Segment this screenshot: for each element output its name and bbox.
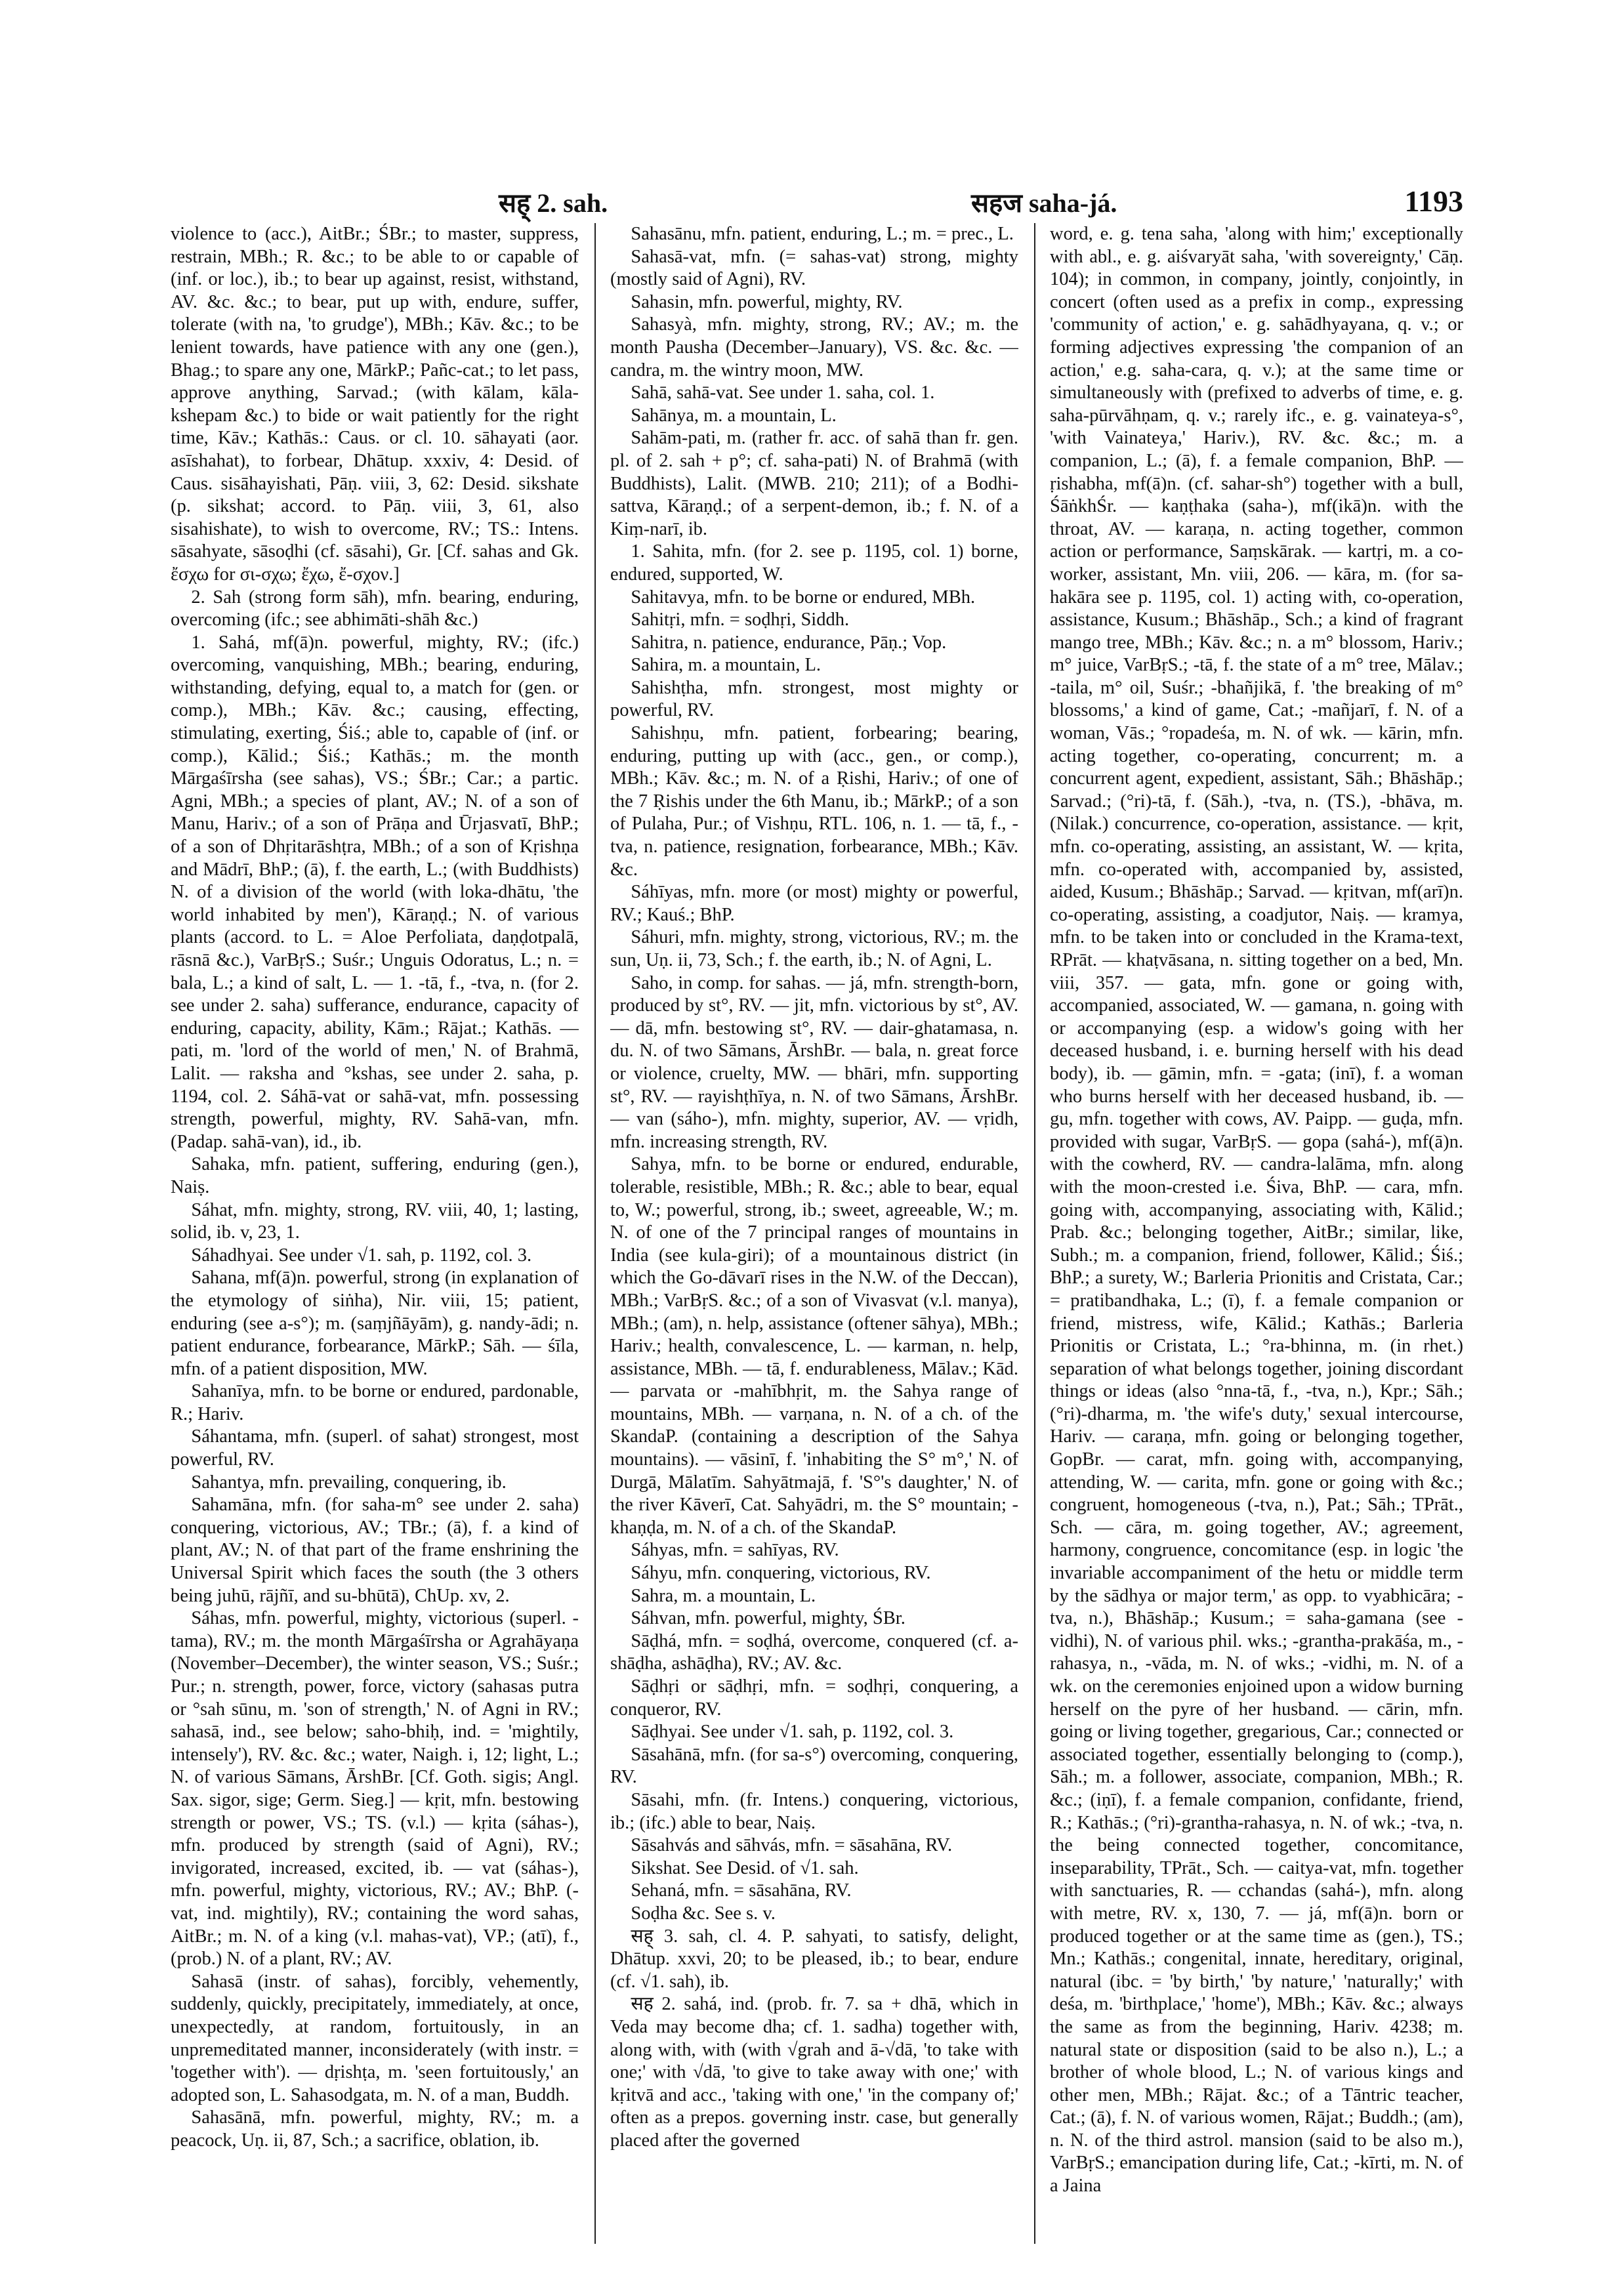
entry-text: violence to (acc.), AitBr.; ŚBr.; to master, suppress, restrain, MBh.; R. &c.; to be able to or capable of (inf. or loc.), ib.; to bear up against, resist, withstand, AV. &c. &c.; to bear, put up with, endure, suffer, tolerate (with na, 'to grudge'), MBh.; Kāv. &c.; to be lenient towards, have patience with any one (gen.), Bhag.; to spare any one, MārkP.; Pañc-cat.; to let pass, approve anything, Sarvad.; (with kālam, kāla-kshepam &c.) to bide or wait patiently for the right time, Kāv.; Kathās.: Caus. or cl. 10. sāhayati (aor. asīshahat), to forbear, Dhātup. xxxiv, 4: Desid. of Caus. sisāhayishati, Pāṇ. viii, 3, 62: Desid. sikshate (p. sikshat; accord. to Pāṇ. viii, 3, 61, also sisahishate), to wish to overcome, RV.; TS.: Intens. sāsahyate, sāsoḍhi (cf. sāsahi), Gr. [Cf. sahas and Gk. ἔσχω for σι-σχω; ἔχω, ἔ-σχον.]	[171, 224, 579, 585]
entry-text: Sikshat. See Desid. of √1. sah.	[631, 1857, 859, 1878]
entry-text: Sáhvan, mfn. powerful, mighty, ŚBr.	[631, 1608, 906, 1629]
entry-text: Sahana, mf(ā)n. powerful, strong (in explanation of the etymology of siṅha), Nir. viii, 15; patient, enduring (see a-s°); m. (saṃjñāyām), g. nandy-ādi; n. patient endurance, forbearance, MārkP.; Sāh. — śīla, mfn. of a patient disposition, MW.	[171, 1268, 579, 1379]
entry-text: 1. Sahita, mfn. (for 2. see p. 1195, col. 1) borne, endured, supported, W.	[610, 541, 1018, 585]
entry-text: Sahasin, mfn. powerful, mighty, RV.	[631, 291, 903, 312]
entry-text: Sahya, mfn. to be borne or endured, endurable, tolerable, resistible, MBh.; R. &c.; able to bear, equal to, W.; powerful, strong, ib.; sweet, agreeable, W.; m. N. of one of the 7 principal ranges of mountains in India (see kula-giri); of a mountainous district (in which the Go-dāvarī rises in the N.W. of the Deccan), MBh.; VarBṛS. &c.; of a son of Vivasvat (v.l. manya), MBh.; (am), n. help, assistance (oftener sāhya), MBh.; Hariv.; health, convalescence, L. — karman, n. help, assistance, MBh. — tā, f. endurableness, Mālav.; Kād. — parvata or -mahībhṛit, m. the Sahya range of mountains, MBh. — varṇana, n. N. of a ch. of the SkandaP. (containing a description of the Sahya mountains). — vāsinī, f. 'inhabiting the S° m°,' N. of Durgā, Mālatīm. Sahyātmajā, f. 'S°'s daughter,' N. of the river Kāverī, Cat. Sahyādri, m. the S° mountain; -khaṇḍa, m. N. of a ch. of the SkandaP.	[610, 1154, 1018, 1538]
entry-text: Sāḍhṛi or sāḍhṛi, mfn. = soḍhṛi, conquering, a conqueror, RV.	[610, 1676, 1018, 1720]
entry-text: Sáhīyas, mfn. more (or most) mighty or powerful, RV.; Kauś.; BhP.	[610, 882, 1018, 925]
entry-text: Sahira, m. a mountain, L.	[631, 655, 822, 676]
entry-text: Sāḍhyai. See under √1. sah, p. 1192, col. 3.	[631, 1722, 954, 1743]
column-3	[1050, 223, 1463, 2244]
header-right-headword: सहज saha-já.	[971, 188, 1117, 218]
entry-text: सह् 3. sah, cl. 4. P. sahyati, to satisfy, delight, Dhātup. xxvi, 20; to be pleased, ib.; to bear, endure (cf. √1. sah), ib.	[610, 1926, 1018, 1992]
entry-text: Sáhyu, mfn. conquering, victorious, RV.	[631, 1563, 931, 1584]
column-1	[171, 223, 579, 2244]
entry-text: 1. Sahá, mf(ā)n. powerful, mighty, RV.; (ifc.) overcoming, vanquishing, MBh.; bearing, enduring, withstanding, defying, equal to, a match for (gen. or comp.), MBh.; Kāv. &c.; causing, effecting, stimulating, exerting, Śiś.; able to, capable of (inf. or comp.), Kālid.; Śiś.; Kathās.; m. the month Mārgaśīrsha (see sahas), VS.; ŚBr.; Car.; a partic. Agni, MBh.; a species of plant, AV.; N. of a son of Manu, Hariv.; of a son of Prāṇa and Ūrjasvatī, BhP.; of a son of Dhṛitarāshṭra, MBh.; of a son of Kṛishṇa and Mādrī, BhP.; (ā), f. the earth, L.; (with Buddhists) N. of a division of the world (with loka-dhātu, 'the world inhabited by men'), Kāraṇḍ.; N. of various plants (accord. to L. = Aloe Perfoliata, daṇḍotpalā, rāsnā &c.), VarBṛS.; Suśr.; Unguis Odoratus, L.; n. = bala, L.; a kind of salt, L. — 1. -tā, f., -tva, n. (for 2. see under 2. saha) sufferance, endurance, capacity of enduring, capacity, ability, Kām.; Rājat.; Kathās. — pati, m. 'lord of the world of men,' N. of Brahmā, Lalit. — raksha and °kshas, see under 2. saha, p. 1194, col. 2. Sáhā-vat or sahā-vat, mfn. possessing strength, powerful, mighty, RV. Sahā-van, mfn. (Padap. sahā-van), id., ib.	[171, 632, 579, 1152]
entry-text: Sáhas, mfn. powerful, mighty, victorious (superl. -tama), RV.; m. the month Mārgaśīrsha or Agrahāyaṇa (November–December), the winter season, VS.; Suśr.; Pur.; n. strength, power, force, victory (sahasas putra or °sah sūnu, m. 'son of strength,' N. of Agni in RV.; sahasā, ind., see below; saho-bhiḥ, ind. = 'mightily, intensely'), RV. &c. &c.; water, Naigh. i, 12; light, L.; N. of various Sāmans, ĀrshBr. [Cf. Goth. sigis; Angl. Sax. sigor, sige; Germ. Sieg.] — kṛit, mfn. bestowing strength or power, VS.; TS. (v.l.) — kṛita (sáhas-), mfn. produced by strength (said of Agni), RV.; invigorated, increased, excited, ib. — vat (sáhas-), mfn. powerful, mighty, victorious, RV.; AV.; BhP. (-vat, ind. mightily), RV.; containing the word sahas, AitBr.; m. N. of a king (v.l. mahas-vat), VP.; (atī), f., (prob.) N. of a plant, RV.; AV.	[171, 1608, 579, 1970]
entry-text: Sáhyas, mfn. = sahīyas, RV.	[631, 1540, 839, 1561]
entry-text: Sahasānu, mfn. patient, enduring, L.; m. = prec., L.	[631, 224, 1014, 244]
entry-text: Sahishṭha, mfn. strongest, most mighty or powerful, RV.	[610, 677, 1018, 721]
entry-text: Sahitavya, mfn. to be borne or endured, MBh.	[631, 587, 976, 608]
column-divider-2	[1034, 223, 1035, 2244]
entry-text: Sahaka, mfn. patient, suffering, enduring (gen.), Naiṣ.	[171, 1154, 579, 1197]
entry-text: Sāsahvás and sāhvás, mfn. = sāsahāna, RV.	[631, 1835, 953, 1856]
header-left-headword: सह् 2. sah.	[499, 188, 608, 218]
entry-text: Sāsahānā, mfn. (for sa-s°) overcoming, conquering, RV.	[610, 1744, 1018, 1788]
entry-text: सह 2. sahá, ind. (prob. fr. 7. sa + dhā, which in Veda may become dha; cf. 1. sadha) together with, along with, with (with √grah and ā-√dā, 'to take with one;' with √dā, 'to give to take away with one;' with kṛitvā and acc., 'taking with one,' 'in the company of;' often as a prepos. governing instr. case, but generally placed after the governed	[610, 1994, 1018, 2151]
entry-text: Sahitra, n. patience, endurance, Pāṇ.; Vop.	[631, 632, 947, 653]
entry-text: Saho, in comp. for sahas. — já, mfn. strength-born, produced by st°, RV. — jit, mfn. victorious by st°, AV. — dā, mfn. bestowing st°, RV. — dair-ghatamasa, n. du. N. of two Sāmans, ĀrshBr. — bala, n. great force or violence, cruelty, MW. — bhāri, mfn. supporting st°, RV. — rayishṭhīya, n. N. of two Sāmans, ĀrshBr. — van (sáho-), mfn. mighty, superior, AV. — vṛidh, mfn. increasing strength, RV.	[610, 972, 1018, 1152]
entry-text: Soḍha &c. See s. v.	[631, 1903, 776, 1924]
entry-text: Sahishṇu, mfn. patient, forbearing; bearing, enduring, putting up with (acc., gen., or comp.), MBh.; Kāv. &c.; m. N. of a Ṛishi, Hariv.; of one of the 7 Ṛishis under the 6th Manu, ib.; MārkP.; of a son of Pulaha, Pur.; of Vishṇu, RTL. 106, n. 1. — tā, f., -tva, n. patience, resignation, forbearance, MBh.; Kāv. &c.	[610, 723, 1018, 880]
column-2	[610, 223, 1018, 2244]
entry-text: Sahā, sahā-vat. See under 1. saha, col. 1.	[631, 382, 935, 403]
entry-text: Sehaná, mfn. = sāsahāna, RV.	[631, 1880, 852, 1901]
entry-text: Sāḍhá, mfn. = soḍhá, overcome, conquered (cf. a-shāḍha, ashāḍha), RV.; AV. &c.	[610, 1630, 1018, 1674]
entry-text: Sahra, m. a mountain, L.	[631, 1585, 816, 1606]
entry-text: word, e. g. tena saha, 'along with him;' exceptionally with abl., e. g. aiśvaryāt saha, 'with sovereignty,' Cāṇ. 104); in common, in company, jointly, conjointly, in concert (often used as a prefix in comp., expressing 'community of action,' e. g. sahādhyayana, q. v.; or forming adjectives expressing 'the companion of an action,' e.g. saha-cara, q. v.); at the same time or simultaneously with (prefixed to adverbs of time, e. g. saha-pūrvāhṇam, q. v.; rarely ifc., e. g. vainateya-s°, 'with Vainateya,' Hariv.), RV. &c. &c.; m. a companion, L.; (ā), f. a female companion, BhP. — ṛishabha, mf(ā)n. (cf. sahar-sh°) together with a bull, ŚāṅkhŚr. — kaṇṭhaka (saha-), mf(ikā)n. with the throat, AV. — karaṇa, n. acting together, common action or performance, Saṃskārak. — kartṛi, m. a co-worker, assistant, Mn. viii, 206. — kāra, m. (for sa-hakāra see p. 1195, col. 1) acting with, co-operation, assistance, Kusum.; Bhāshāp., Sch.; a kind of fragrant mango tree, MBh.; Kāv. &c.; n. a m° blossom, Hariv.; m° juice, VarBṛS.; -tā, f. the state of a m° tree, Mālav.; -taila, m° oil, Suśr.; -bhañjikā, f. 'the breaking of m° blossoms,' a kind of game, Cat.; -mañjarī, f. N. of a woman, Vās.; °ropadeśa, m. N. of wk. — kārin, mfn. acting together, co-operating, concurrent; m. a concurrent agent, expedient, assistant, Sāh.; Bhāshāp.; Sarvad.; (°ri)-tā, f. (Sāh.), -tva, n. (TS.), -bhāva, m. (Nilak.) concurrence, co-operation, assistance. — kṛit, mfn. co-operating, assisting, an assistant, W. — kṛita, mfn. co-operated with, accompanied by, assisted, aided, Kusum.; Bhāshāp.; Sarvad. — kṛitvan, mf(arī)n. co-operating, assisting, a coadjutor, Naiṣ. — kramya, mfn. to be taken into or concluded in the Krama-text, RPrāt. — khaṭvāsana, n. sitting together on a bed, Mn. viii, 357. — gata, mfn. gone or going with, accompanied, associated, W. — gamana, n. going with or accompanying (esp. a widow's going with her deceased husband, i. e. burning herself with his dead body), ib. — gāmin, mfn. = -gata; (inī), f. a woman who burns herself with her deceased husband, ib. — gu, mfn. together with cows, AV. Paipp. — guḍa, mfn. provided with sugar, VarBṛS. — gopa (sahá-), mf(ā)n. with the cowherd, RV. — candra-lalāma, mfn. along with the moon-crested i.e. Śiva, BhP. — cara, mfn. going with, accompanying, associating with, Kālid.; Prab. &c.; belonging together, AitBr.; similar, like, Subh.; m. a companion, friend, follower, Kālid.; Śiś.; BhP.; a surety, W.; Barleria Prionitis and Cristata, Car.; = pratibandhaka, L.; (ī), f. a female companion or friend, mistress, wife, Kālid.; Kathās.; Barleria Prionitis or Cristata, L.; °ra-bhinna, m. (in rhet.) separation of what belongs together, joining discordant things or ideas (also °nna-tā, f., -tva, n.), Kpr.; Sāh.; (°ri)-dharma, m. 'the wife's duty,' sexual intercourse, Hariv. — caraṇa, mfn. going or belonging together, GopBr. — carat, mfn. going with, accompanying, attending, W. — carita, mfn. gone or going with &c.; congruent, homogeneous (-tva, n.), Pat.; Sāh.; TPrāt., Sch. — cāra, m. going together, AV.; agreement, harmony, congruence, concomitance (esp. in logic 'the invariable accompaniment of the hetu or middle term by the sādhya or major term,' as opp. to vyabhicāra; -tva, n.), Bhāshāp.; Kusum.; = saha-gamana (see -vidhi), N. of various phil. wks.; -grantha-prakāśa, m., -rahasya, n., -vāda, m. N. of wks.; -vidhi, m. N. of a wk. on the ceremonies enjoined upon a widow burning herself on the pyre of her husband. — cārin, mfn. going or living together, gregarious, Car.; connected or associated together, essentially belonging to (comp.), Sāh.; m. a follower, associate, companion, MBh.; R. &c.; (iṇī), f. a female companion, confidante, friend, R.; Kathās.; (°ri)-grantha-rahasya, n. N. of wk.; -tva, n. the being connected together, concomitance, inseparability, TPrāt., Sch. — caitya-vat, mfn. together with sanctuaries, R. — cchandas (sahá-), mfn. along with metre, RV. x, 130, 7. — já, mf(ā)n. born or produced together or at the same time as (gen.), TS.; Mn.; Kathās.; congenital, innate, hereditary, original, natural (ibc. = 'by birth,' 'by nature,' 'naturally;' with deśa, m. 'birthplace,' 'home'), MBh.; Kāv. &c.; always the same as from the beginning, Hariv. 4238; m. natural state or disposition (said to be also n.), L.; a brother of whole blood, L.; N. of various kings and other men, MBh.; Rājat. &c.; of a Tāntric teacher, Cat.; (ā), f. N. of various women, Rājat.; Buddh.; (am), n. N. of the third astrol. mansion (said to be also m.), VarBṛS.; emancipation during life, Cat.; -kīrti, m. N. of a Jaina	[1050, 224, 1463, 2197]
page-number: 1193	[1404, 184, 1463, 218]
entry-text: Sahānya, m. a mountain, L.	[631, 405, 837, 426]
entry-text: Sahamāna, mfn. (for saha-m° see under 2. saha) conquering, victorious, AV.; TBr.; (ā), f. a kind of plant, AV.; N. of that part of the frame enshrining the Universal Spirit which faces the south (the 3 others being juhū, rājñī, and su-bhūtā), ChUp. xv, 2.	[171, 1495, 579, 1606]
entry-text: Sahasyà, mfn. mighty, strong, RV.; AV.; m. the month Pausha (December–January), VS. &c. &c. — candra, m. the wintry moon, MW.	[610, 314, 1018, 381]
entry-text: Sahasā-vat, mfn. (= sahas-vat) strong, mighty (mostly said of Agni), RV.	[610, 246, 1018, 290]
entry-text: Sáhuri, mfn. mighty, strong, victorious, RV.; m. the sun, Uṇ. ii, 73, Sch.; f. the earth, ib.; N. of Agni, L.	[610, 927, 1018, 970]
entry-text: Sahanīya, mfn. to be borne or endured, pardonable, R.; Hariv.	[171, 1381, 579, 1424]
entry-text: Sahām-pati, m. (rather fr. acc. of sahā than fr. gen. pl. of 2. sah + p°; cf. saha-pati) N. of Brahmā (with Buddhists), Lalit. (MWB. 210; 211); of a Bodhi-sattva, Kāraṇḍ.; of a serpent-demon, ib.; f. N. of a Kiṃ-narī, ib.	[610, 428, 1018, 539]
entry-text: Sahasānā, mfn. powerful, mighty, RV.; m. a peacock, Uṇ. ii, 87, Sch.; a sacrifice, oblation, ib.	[171, 2107, 579, 2151]
entry-text: Sahasā (instr. of sahas), forcibly, vehemently, suddenly, quickly, precipitately, immediately, at once, unexpectedly, at random, fortuitously, in an unpremeditated manner, inconsiderately (with instr. = 'together with'). — dṛishṭa, m. 'seen fortuitously,' an adopted son, L. Sahasodgata, m. N. of a man, Buddh.	[171, 1971, 579, 2105]
entry-text: Sáhantama, mfn. (superl. of sahat) strongest, most powerful, RV.	[171, 1426, 579, 1470]
entry-text: Sāsahi, mfn. (fr. Intens.) conquering, victorious, ib.; (ifc.) able to bear, Naiṣ.	[610, 1789, 1018, 1833]
entry-text: Sáhat, mfn. mighty, strong, RV. viii, 40, 1; lasting, solid, ib. v, 23, 1.	[171, 1199, 579, 1243]
entry-text: Sahantya, mfn. prevailing, conquering, ib.	[191, 1472, 507, 1493]
page-header	[171, 184, 1463, 223]
entry-text: 2. Sah (strong form sāh), mfn. bearing, enduring, overcoming (ifc.; see abhimāti-shāh &c.)	[171, 587, 579, 631]
entry-text: Sahitṛi, mfn. = soḍhṛi, Siddh.	[631, 610, 850, 631]
entry-text: Sáhadhyai. See under √1. sah, p. 1192, col. 3.	[191, 1245, 532, 1266]
column-divider-1	[594, 223, 596, 2244]
